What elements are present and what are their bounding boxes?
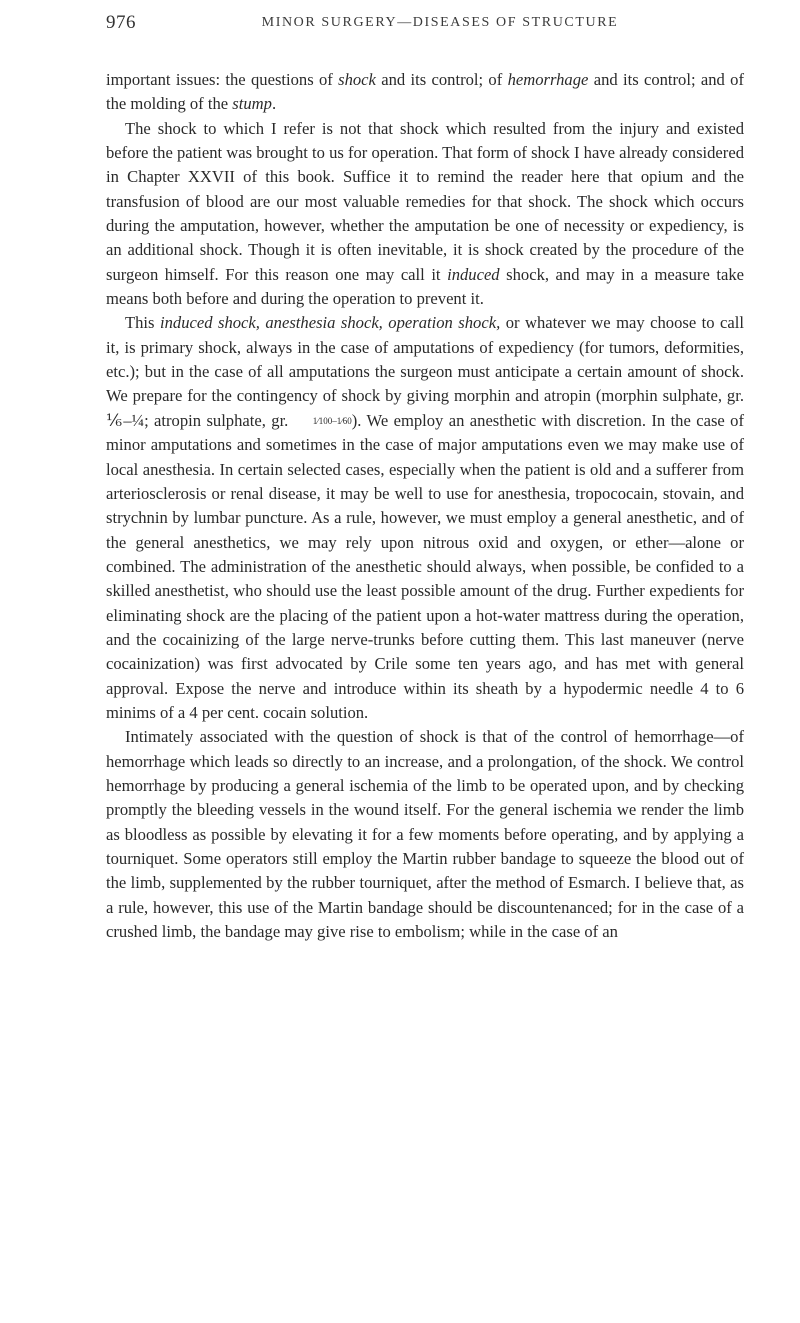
paragraph-4 [106, 725, 744, 944]
paragraph-2 [106, 117, 744, 312]
italic-term-stump: stump [232, 94, 272, 114]
text-run: important issues: the questions of [106, 70, 339, 89]
italic-term-induced: induced [447, 264, 500, 284]
text-run: ). We employ an anesthetic with discretion. In the case of minor amputations and sometimes in the case of major amputations even we may make use of local anesthesia. In certain selected cases, especially when the patient is old and a sufferer from arteriosclerosis or renal disease, it may be well to use for anesthesia, tropococain, stovain, and strychnin by lumbar puncture. As a rule, however, we must employ a general anesthetic, and of the general anesthetics, we may rely upon nitrous oxid and oxygen, or ether—alone or combined. The administration of the anesthetic should always, when possible, be confided to a skilled anesthetist, who should use the least possible amount of the drug. Further expedients for eliminating shock are the placing of the patient upon a hot-water mattress during the operation, and the cocainizing of the large nerve-trunks before cutting them. This last maneuver (nerve cocainization) was first advocated by Crile some ten years ago, and has met with general approval. Expose the nerve and introduce within its sheath by a hypodermic needle 4 to 6 minims of a 4 per cent. cocain solution. [106, 410, 744, 722]
text-run: and its control; of [375, 70, 508, 89]
italic-term-shock: shock [338, 70, 376, 89]
italic-shock-types: induced shock, anesthesia shock, operation shock, [159, 313, 501, 333]
text-run: or whatever we may choose to call it, is primary shock, always in the case of amputations of expediency (for tumors, deformities, etc.); but in the case of all amputations the surgeon must anticipate a certain amount of shock. We prepare for the contingency of shock by giving morphin and atropin (morphin sulphate, gr. [106, 313, 744, 406]
dose-fraction-morphin: ⅙–¼ [106, 410, 145, 430]
paragraph-3 [106, 311, 744, 725]
running-head: MINOR SURGERY—DISEASES OF STRUCTURE [261, 15, 619, 30]
paragraph-1 [106, 68, 744, 117]
text-run: . [271, 94, 277, 114]
text-run: This [125, 313, 160, 333]
text-run: shock, and may in a measure take means both before and during the operation to prevent it. [106, 264, 744, 309]
text-run: and its control; and of the molding of the [106, 70, 744, 114]
body-text [106, 68, 744, 944]
dose-fraction-atropin: 1⁄100–1⁄60 [312, 415, 352, 426]
italic-term-hemorrhage: hemorrhage [507, 70, 589, 89]
page-header [106, 12, 744, 42]
text-run: Intimately associated with the question of shock is that of the control of hemorrhage—of hemorrhage which leads so directly to an increase, and a prolongation, of the shock. We control hemorrhage by producing a general ischemia of the limb to be operated upon, and by checking promptly the bleeding vessels in the wound itself. For the general ischemia we render the limb as bloodless as possible by elevating it for a few moments before operating, and by applying a tourniquet. Some operators still employ the Martin rubber bandage to squeeze the blood out of the limb, supplemented by the rubber tourniquet, after the method of Esmarch. I believe that, as a rule, however, this use of the Martin bandage should be discountenanced; for in the case of a crushed limb, the bandage may give rise to embolism; while in the case of an [106, 727, 744, 942]
page-number: 976 [106, 12, 136, 33]
text-run: The shock to which I refer is not that shock which resulted from the injury and existed before the patient was brought to us for operation. That form of shock I have already considered in Chapter XXVII of this book. Suffice it to remind the reader here that opium and the transfusion of blood are our most valuable remedies for that shock. The shock which occurs during the amputation, however, whether the amputation be one of necessity or expediency, is an additional shock. Though it is often inevitable, it is shock created by the procedure of the surgeon himself. For this reason one may call it [106, 118, 744, 284]
text-run: ; atropin sulphate, gr. [144, 410, 294, 430]
